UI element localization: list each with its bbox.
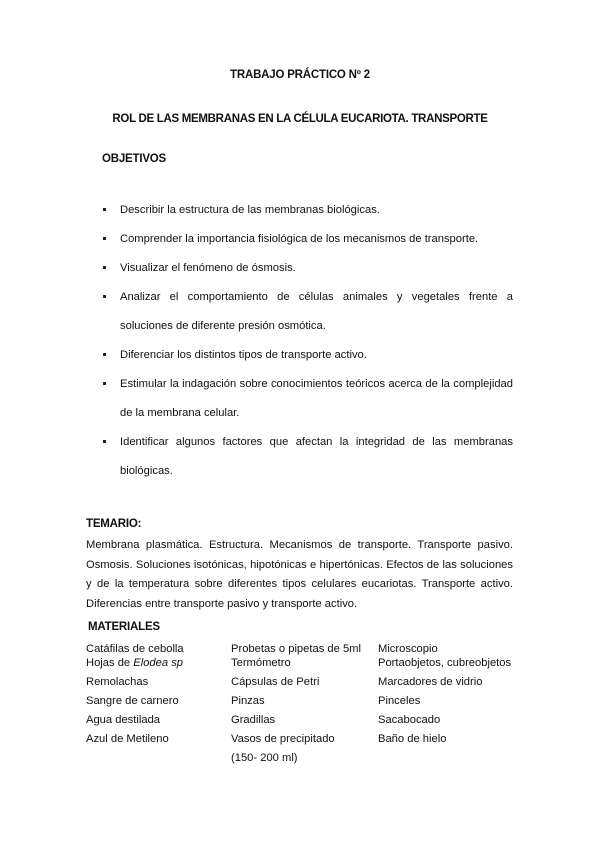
- material-item: Probetas o pipetas de 5ml: [231, 643, 361, 655]
- species-name: Elodea sp: [133, 657, 184, 669]
- square-bullet-icon: [103, 266, 106, 269]
- material-item: [86, 656, 184, 675]
- material-item: Pinceles: [378, 695, 421, 707]
- objetivo-item: [103, 254, 513, 283]
- material-item: Baño de hielo: [378, 733, 447, 745]
- objetivo-item: [103, 341, 513, 370]
- material-item: Termómetro: [231, 657, 291, 669]
- temario-paragraph: Membrana plasmática. Estructura. Mecanismos de transporte. Transporte pasivo. Osmosis. Soluciones isotónicas, hipotónicas e hipertónicas. Efectos de las soluciones y de la temperatura sobre diferentes tipos celulares eucariotas. Transporte activo. Diferencias entre transporte pasivo y transporte activo.: [86, 539, 513, 610]
- material-item: Cápsulas de Petri: [231, 676, 320, 688]
- square-bullet-icon: [103, 295, 106, 298]
- objetivo-item: [103, 196, 513, 225]
- material-item: Agua destilada: [86, 714, 161, 726]
- objetivo-text: Comprender la importancia fisiológica de los mecanismos de transporte.: [120, 233, 479, 245]
- square-bullet-icon: [103, 237, 106, 240]
- material-item: Azul de Metileno: [86, 733, 169, 745]
- materiales-column-3: [378, 642, 511, 751]
- objetivo-item: [103, 283, 513, 341]
- square-bullet-icon: [103, 208, 106, 211]
- objetivo-text: Identificar algunos factores que afectan la integridad de las membranas biológicas.: [120, 436, 513, 477]
- objetivo-text: Visualizar el fenómeno de ósmosis.: [120, 262, 296, 274]
- objetivo-item: [103, 225, 513, 254]
- material-item: Portaobjetos, cubreobjetos: [378, 657, 512, 669]
- materiales-column-2: [231, 642, 361, 770]
- objetivo-text: Estimular la indagación sobre conocimientos teóricos acerca de la complejidad de la membrana celular.: [120, 378, 513, 419]
- material-item: Sacabocado: [378, 714, 441, 726]
- material-item: Microscopio: [378, 643, 438, 655]
- objetivo-item: [103, 428, 513, 486]
- objetivos-heading: OBJETIVOS: [102, 153, 167, 165]
- material-item: Pinzas: [231, 695, 265, 707]
- materiales-column-1: [86, 642, 184, 751]
- material-item-text: Hojas de: [86, 657, 131, 669]
- material-item: Catáfilas de cebolla: [86, 643, 184, 655]
- temario-heading: TEMARIO:: [86, 518, 142, 530]
- material-item: Sangre de carnero: [86, 695, 179, 707]
- materiales-heading: MATERIALES: [88, 621, 160, 633]
- objetivo-text: Describir la estructura de las membranas biológicas.: [120, 204, 380, 216]
- document-title: TRABAJO PRÁCTICO Nº 2: [230, 69, 370, 81]
- material-item: Marcadores de vidrio: [378, 676, 483, 688]
- objetivo-text: Analizar el comportamiento de células animales y vegetales frente a soluciones de diferente presión osmótica.: [120, 291, 513, 332]
- material-item: Remolachas: [86, 676, 149, 688]
- square-bullet-icon: [103, 440, 106, 443]
- objetivos-list: [103, 196, 513, 486]
- objetivo-item: [103, 370, 513, 428]
- square-bullet-icon: [103, 382, 106, 385]
- square-bullet-icon: [103, 353, 106, 356]
- material-item: (150- 200 ml): [231, 752, 298, 764]
- material-item: Vasos de precipitado: [231, 733, 335, 745]
- document-subtitle: ROL DE LAS MEMBRANAS EN LA CÉLULA EUCARIOTA. TRANSPORTE: [112, 113, 488, 125]
- material-item: Gradillas: [231, 714, 276, 726]
- objetivo-text: Diferenciar los distintos tipos de transporte activo.: [120, 349, 367, 361]
